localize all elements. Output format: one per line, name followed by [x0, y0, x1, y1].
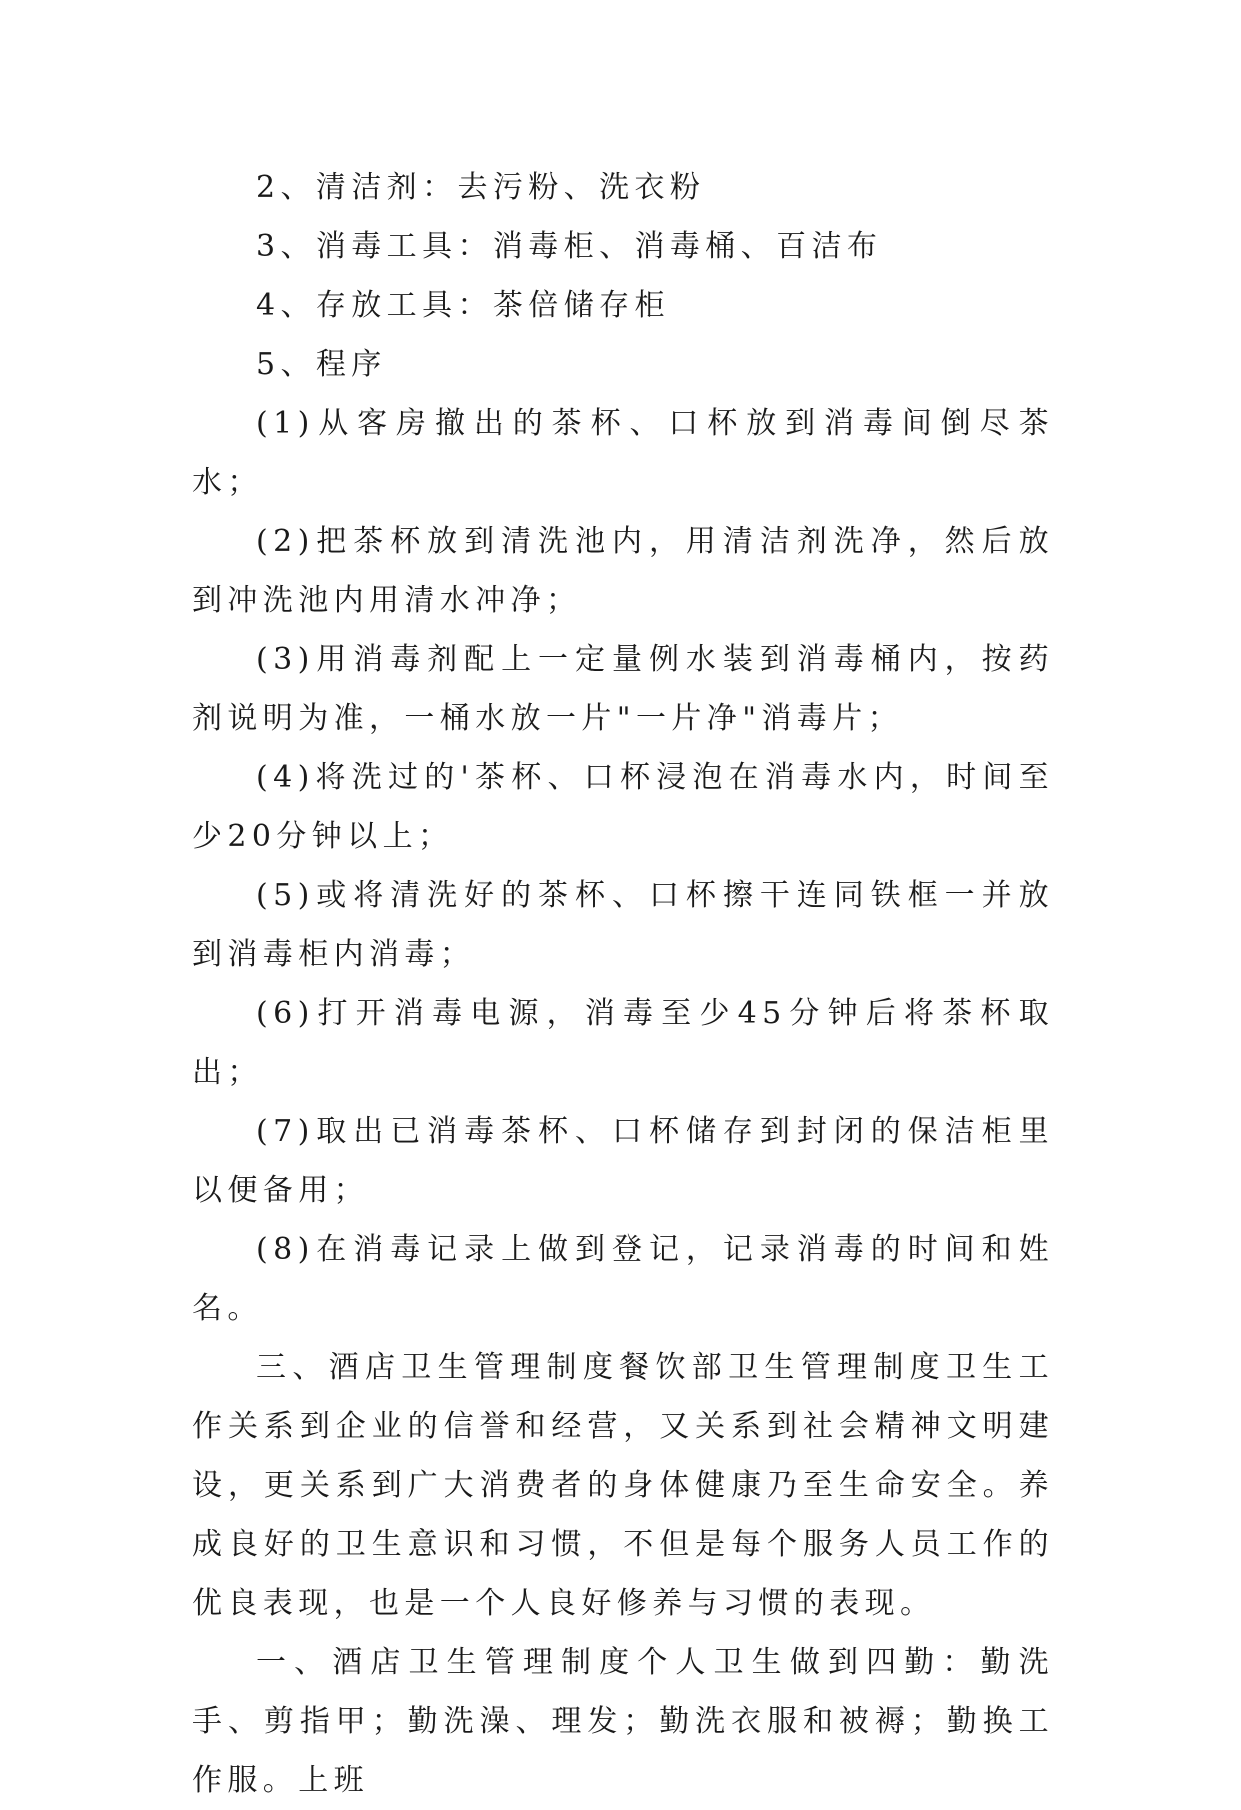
paragraph-section-three: 三、酒店卫生管理制度餐饮部卫生管理制度卫生工作关系到企业的信誉和经营，又关系到社会精神文明建设，更关系到广大消费者的身体健康乃至生命安全。养成良好的卫生意识和习惯，不但是每个服务人员工作的优良表现，也是一个人良好修养与习惯的表现。	[192, 1350, 1054, 1621]
paragraph-step-5: (5)或将清洗好的茶杯、口杯擦干连同铁框一并放到消毒柜内消毒；	[192, 878, 1054, 972]
paragraph-step-2: (2)把茶杯放到清洗池内，用清洁剂洗净，然后放到冲洗池内用清水冲净；	[192, 524, 1054, 618]
document-body	[192, 158, 1054, 1810]
paragraph-disinfection-tools: 3、消毒工具：消毒柜、消毒桶、百洁布	[256, 229, 883, 264]
paragraph-storage-tools: 4、存放工具：茶倍储存柜	[256, 288, 670, 323]
paragraph-step-4: (4)将洗过的'茶杯、口杯浸泡在消毒水内，时间至少20分钟以上；	[192, 760, 1054, 854]
paragraph-section-one: 一、酒店卫生管理制度个人卫生做到四勤：勤洗手、剪指甲；勤洗澡、理发；勤洗衣服和被褥；勤换工作服。上班	[192, 1645, 1054, 1798]
paragraph-step-1: (1)从客房撤出的茶杯、口杯放到消毒间倒尽茶水；	[192, 406, 1054, 500]
paragraph-step-6: (6)打开消毒电源，消毒至少45分钟后将茶杯取出；	[192, 996, 1054, 1090]
paragraph-step-3: (3)用消毒剂配上一定量例水装到消毒桶内，按药剂说明为准，一桶水放一片"一片净"消毒片；	[192, 642, 1054, 736]
paragraph-step-8: (8)在消毒记录上做到登记，记录消毒的时间和姓名。	[192, 1232, 1054, 1326]
paragraph-procedure-heading: 5、程序	[256, 347, 387, 382]
paragraph-cleaning-agent: 2、清洁剂：去污粉、洗衣粉	[256, 170, 706, 205]
paragraph-step-7: (7)取出已消毒茶杯、口杯储存到封闭的保洁柜里以便备用；	[192, 1114, 1054, 1208]
